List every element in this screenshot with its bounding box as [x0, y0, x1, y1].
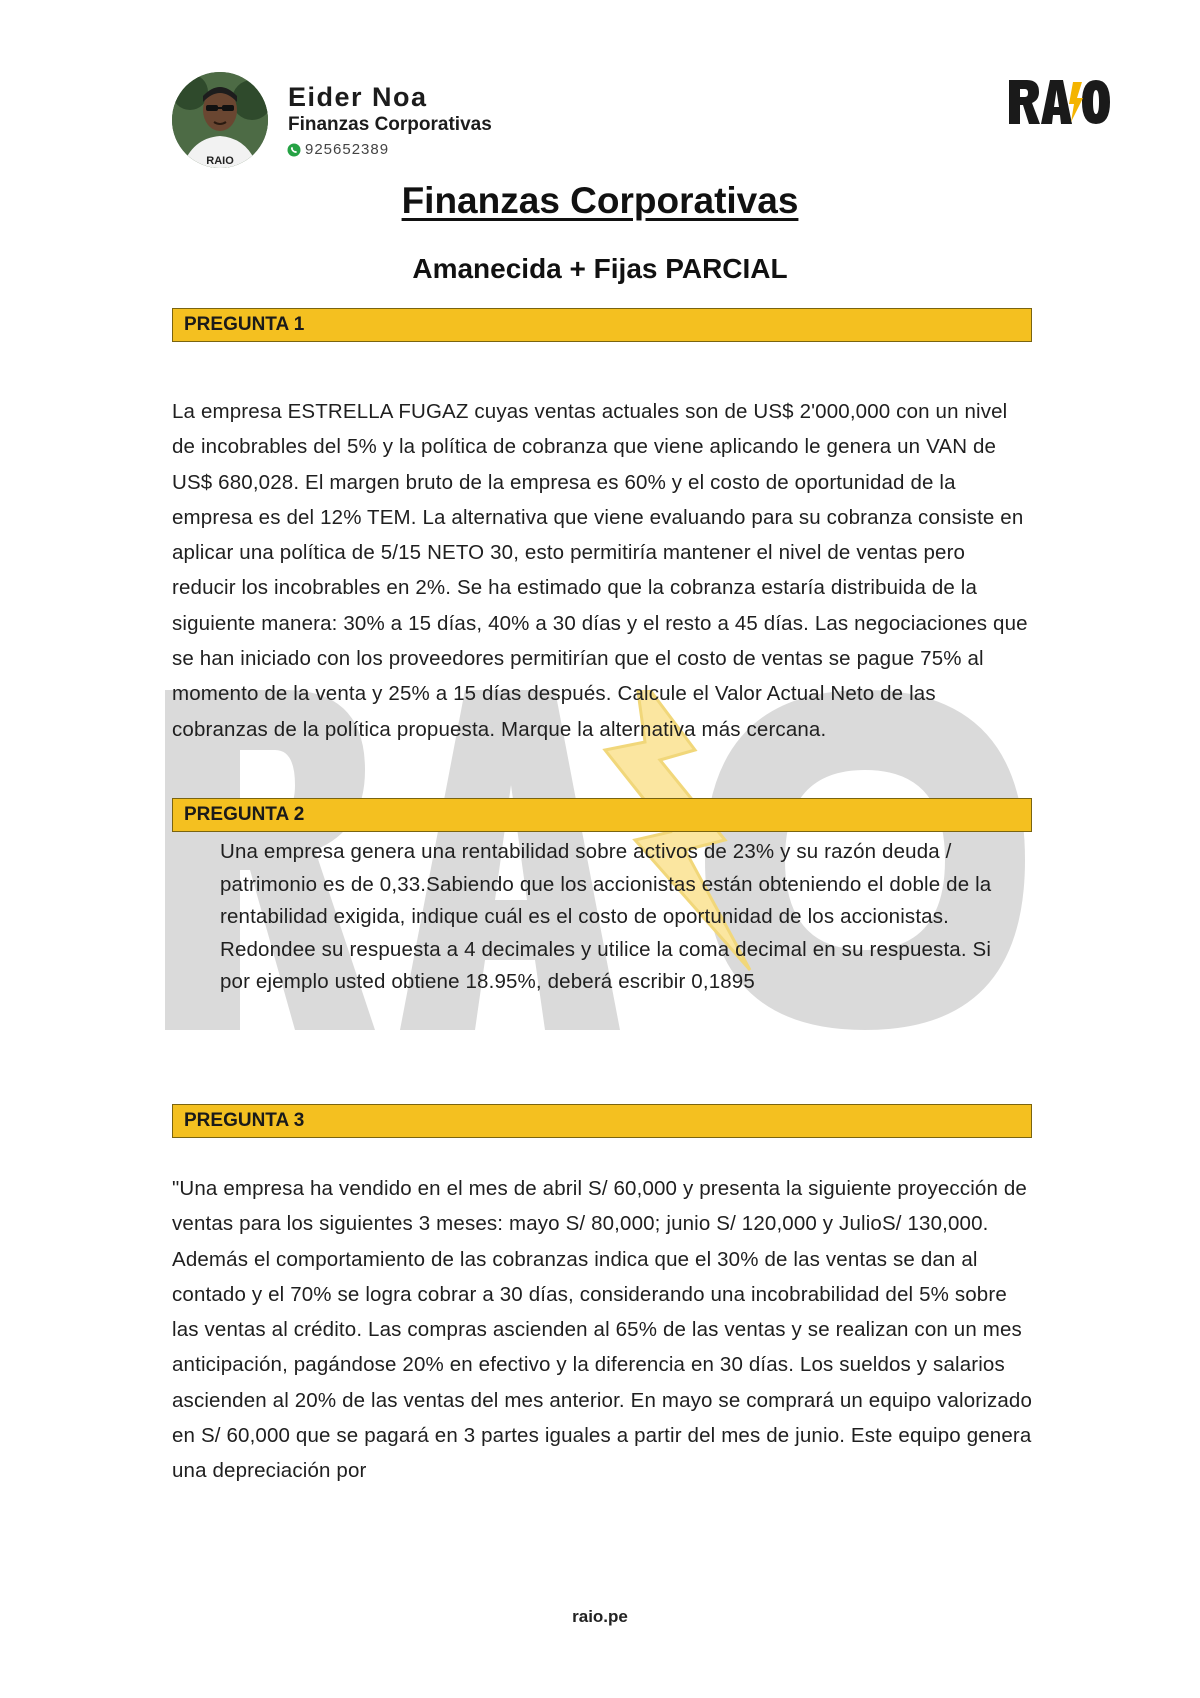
- question-3-text: "Una empresa ha vendido en el mes de abril S/ 60,000 y presenta la siguiente proyección de ventas para los siguientes 3 meses: mayo S/ 80,000; junio S/ 120,000 y JulioS/ 130,000. Además el comportamiento de las cobranzas indica que el 30% de las ventas se dan al contado y el 70% se logra cobrar a 30 días, considerando una incobrabilidad del 5% sobre las ventas al crédito. Las compras ascienden al 65% de las ventas y se realizan con un mes anticipación, pagándose 20% en efectivo y la diferencia en 30 días. Los sueldos y salarios ascienden al 20% de las ventas del mes anterior. En mayo se comprará un equipo valorizado en S/ 60,000 que se pagará en 3 partes iguales a partir del mes de junio. Este equipo genera una depreciación por: [172, 1177, 1033, 1483]
- author-avatar: [172, 72, 268, 168]
- author-name: Eider Noa: [288, 82, 428, 112]
- question-1-header: PREGUNTA 1: [172, 308, 1032, 342]
- question-2-text: Una empresa genera una rentabilidad sobre activos de 23% y su razón deuda / patrimonio es de 0,33.Sabiendo que los accionistas están obteniendo el doble de la rentabilidad exigida, indique cuál es el costo de oportunidad de los accionistas. Redondee su respuesta a 4 decimales y utilice la coma decimal en su respuesta. Si por ejemplo usted obtiene 18.95%, deberá escribir 0,1895: [220, 840, 992, 993]
- author-course: Finanzas Corporativas: [288, 114, 492, 135]
- question-2-header: PREGUNTA 2: [172, 798, 1032, 832]
- question-1-text: La empresa ESTRELLA FUGAZ cuyas ventas actuales son de US$ 2'000,000 con un nivel de incobrables del 5% y la política de cobranza que viene aplicando le genera un VAN de US$ 680,028. El margen bruto de la empresa es 60% y el costo de oportunidad de la empresa es del 12% TEM. La alternativa que viene evaluando para su cobranza consiste en aplicar una política de 5/15 NETO 30, esto permitiría mantener el nivel de ventas pero reducir los incobrables en 2%. Se ha estimado que la cobranza estaría distribuida de la siguiente manera: 30% a 15 días, 40% a 30 días y el resto a 45 días. Las negociaciones que se han iniciado con los proveedores permitirían que el costo de ventas se pague 75% al momento de la venta y 25% a 15 días después. Calcule el Valor Actual Neto de las cobranzas de la política propuesta. Marque la alternativa más cercana.: [172, 400, 1028, 741]
- whatsapp-icon: [287, 143, 301, 157]
- author-phone: [287, 141, 389, 158]
- document-subtitle: Amanecida + Fijas PARCIAL: [412, 253, 788, 284]
- question-3-header: PREGUNTA 3: [172, 1104, 1032, 1138]
- logo-bolt-icon: [1069, 82, 1083, 122]
- document-title: Finanzas Corporativas: [401, 180, 799, 221]
- phone-number: 925652389: [305, 141, 390, 158]
- footer-site: raio.pe: [572, 1607, 628, 1626]
- raio-logo: [1007, 76, 1111, 128]
- svg-text:RAIO: RAIO: [206, 155, 234, 167]
